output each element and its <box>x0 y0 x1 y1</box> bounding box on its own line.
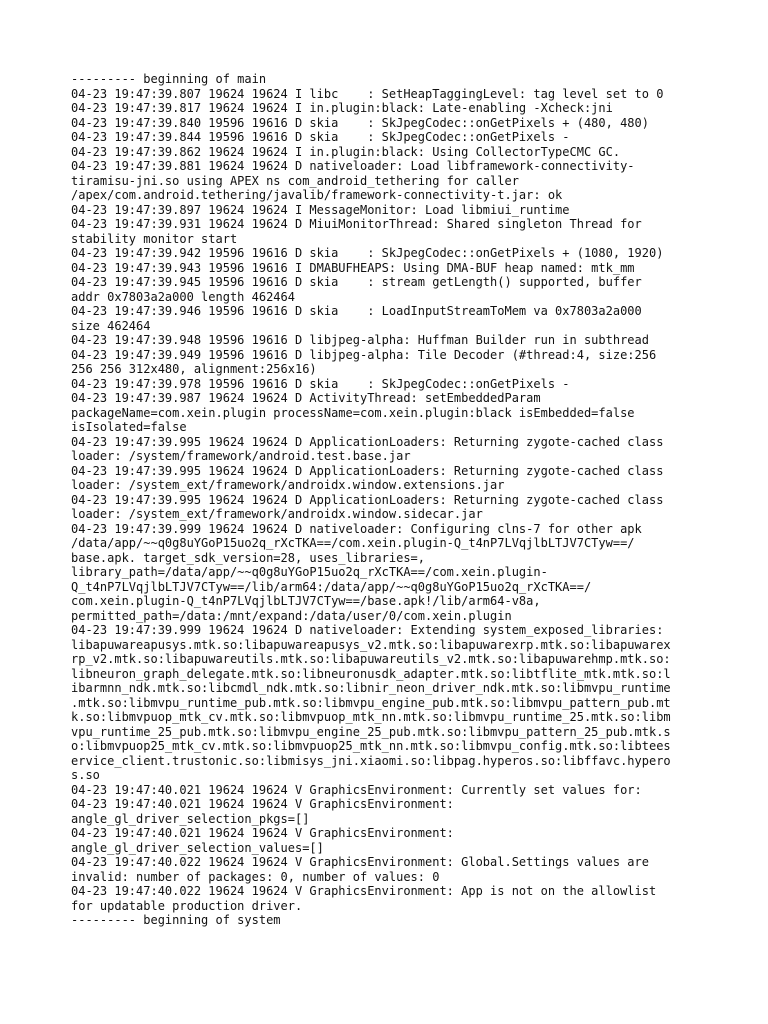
log-line: library_path=/data/app/~~q0g8uYGoP15uo2q_rXcTKA==/com.xein.plugin- <box>71 565 548 579</box>
log-line: 04-23 19:47:39.942 19596 19616 D skia : SkJpegCodec::onGetPixels + (1080, 1920) <box>71 246 664 260</box>
log-line: /apex/com.android.tethering/javalib/framework-connectivity-t.jar: ok <box>71 188 563 202</box>
log-line: 04-23 19:47:40.022 19624 19624 V GraphicsEnvironment: App is not on the allowlist <box>71 884 657 898</box>
log-line: .mtk.so:libmvpu_runtime_pub.mtk.so:libmvpu_engine_pub.mtk.so:libmvpu_pattern_pub.mt <box>71 695 671 710</box>
log-line: 256 256 312x480, alignment:256x16) <box>71 362 317 376</box>
log-line: angle_gl_driver_selection_values=[] <box>71 840 324 855</box>
log-line: 04-23 19:47:39.897 19624 19624 I MessageMonitor: Load libmiui_runtime <box>71 202 570 217</box>
log-line: 04-23 19:47:39.999 19624 19624 D nativeloader: Configuring clns-7 for other apk <box>71 521 642 536</box>
log-line: tiramisu-jni.so using APEX ns com_android_tethering for caller <box>71 173 519 188</box>
log-line: 04-23 19:47:39.862 19624 19624 I in.plugin:black: Using CollectorTypeCMC GC. <box>71 144 621 159</box>
log-line: loader: /system_ext/framework/androidx.window.sidecar.jar <box>71 507 483 521</box>
log-line: 04-23 19:47:39.943 19596 19616 I DMABUFHEAPS: Using DMA-BUF heap named: mtk_mm <box>71 260 635 275</box>
log-line: 04-23 19:47:39.995 19624 19624 D ApplicationLoaders: Returning zygote-cached class <box>71 463 664 478</box>
log-line: s.so <box>71 768 100 782</box>
log-line: 04-23 19:47:39.817 19624 19624 I in.plugin:black: Late-enabling -Xcheck:jni <box>71 101 613 115</box>
log-line: Q_t4nP7LVqjlbLTJV7CTyw==/lib/arm64:/data/app/~~q0g8uYGoP15uo2q_rXcTKA==/ <box>71 579 592 594</box>
log-line: 04-23 19:47:39.978 19596 19616 D skia : SkJpegCodec::onGetPixels - <box>71 376 570 391</box>
log-line: size 462464 <box>71 318 151 333</box>
log-line: base.apk. target_sdk_version=28, uses_libraries=, <box>71 550 426 565</box>
log-line: /data/app/~~q0g8uYGoP15uo2q_rXcTKA==/com.xein.plugin-Q_t4nP7LVqjlbLTJV7CTyw==/ <box>71 536 635 550</box>
log-line: 04-23 19:47:39.948 19596 19616 D libjpeg-alpha: Huffman Builder run in subthread <box>71 333 649 347</box>
log-line: permitted_path=/data:/mnt/expand:/data/user/0/com.xein.plugin <box>71 608 512 623</box>
log-line: invalid: number of packages: 0, number of values: 0 <box>71 869 440 884</box>
log-line: 04-23 19:47:40.022 19624 19624 V GraphicsEnvironment: Global.Settings values are <box>71 855 649 869</box>
log-line: 04-23 19:47:39.995 19624 19624 D ApplicationLoaders: Returning zygote-cached class <box>71 434 664 449</box>
log-line: 04-23 19:47:39.987 19624 19624 D ActivityThread: setEmbeddedParam <box>71 391 541 405</box>
log-line: 04-23 19:47:39.807 19624 19624 I libc : SetHeapTaggingLevel: tag level set to 0 <box>71 86 664 101</box>
log-line: addr 0x7803a2a000 length 462464 <box>71 289 295 304</box>
log-line: o:libmvpuop25_mtk_cv.mtk.so:libmvpuop25_mtk_nn.mtk.so:libmvpu_config.mtk.so:libtees <box>71 739 671 753</box>
log-line: ibarmnn_ndk.mtk.so:libcmdl_ndk.mtk.so:libnir_neon_driver_ndk.mtk.so:libmvpu_runtime <box>71 681 671 695</box>
log-line: packageName=com.xein.plugin processName=com.xein.plugin:black isEmbedded=false <box>71 405 635 420</box>
log-line: loader: /system_ext/framework/androidx.window.extensions.jar <box>71 478 505 492</box>
log-line: 04-23 19:47:40.021 19624 19624 V GraphicsEnvironment: Currently set values for: <box>71 782 642 797</box>
log-line: com.xein.plugin-Q_t4nP7LVqjlbLTJV7CTyw==/base.apk!/lib/arm64-v8a, <box>71 594 541 608</box>
log-line: 04-23 19:47:39.844 19596 19616 D skia : SkJpegCodec::onGetPixels - <box>71 130 570 144</box>
log-line: libapuwareapusys.mtk.so:libapuwareapusys_v2.mtk.so:libapuwarexrp.mtk.so:libapuwarex <box>71 637 671 652</box>
log-line: 04-23 19:47:39.949 19596 19616 D libjpeg-alpha: Tile Decoder (#thread:4, size:256 <box>71 347 657 362</box>
log-line: ervice_client.trustonic.so:libmisys_jni.xiaomi.so:libpag.hyperos.so:libffavc.hypero <box>71 753 671 768</box>
log-line: 04-23 19:47:39.945 19596 19616 D skia : stream getLength() supported, buffer <box>71 275 642 289</box>
log-line: k.so:libmvpuop_mtk_cv.mtk.so:libmvpuop_mtk_nn.mtk.so:libmvpu_runtime_25.mtk.so:libm <box>71 710 671 724</box>
log-line: angle_gl_driver_selection_pkgs=[] <box>71 811 310 826</box>
log-line: vpu_runtime_25_pub.mtk.so:libmvpu_engine_25_pub.mtk.so:libmvpu_pattern_25_pub.mtk.s <box>71 724 671 739</box>
log-line: 04-23 19:47:39.999 19624 19624 D nativeloader: Extending system_exposed_libraries: <box>71 623 664 637</box>
log-line: 04-23 19:47:40.021 19624 19624 V GraphicsEnvironment: <box>71 826 454 840</box>
log-line: 04-23 19:47:39.881 19624 19624 D nativeloader: Load libframework-connectivity- <box>71 159 635 173</box>
log-line: rp_v2.mtk.so:libapuwareutils.mtk.so:libapuwareutils_v2.mtk.so:libapuwarehmp.mtk.so: <box>71 652 671 666</box>
log-line: 04-23 19:47:39.931 19624 19624 D MiuiMonitorThread: Shared singleton Thread for <box>71 217 642 231</box>
log-line: loader: /system/framework/android.test.base.jar <box>71 449 411 463</box>
log-line: 04-23 19:47:40.021 19624 19624 V GraphicsEnvironment: <box>71 797 454 811</box>
log-line: 04-23 19:47:39.946 19596 19616 D skia : LoadInputStreamToMem va 0x7803a2a000 <box>71 304 642 318</box>
log-line: for updatable production driver. <box>71 898 303 913</box>
log-line: 04-23 19:47:39.840 19596 19616 D skia : SkJpegCodec::onGetPixels + (480, 480) <box>71 115 649 130</box>
log-line: isIsolated=false <box>71 420 187 434</box>
log-line: --------- beginning of system <box>71 913 281 927</box>
log-line: --------- beginning of main <box>71 72 267 86</box>
log-line: stability monitor start <box>71 231 238 246</box>
log-line: 04-23 19:47:39.995 19624 19624 D ApplicationLoaders: Returning zygote-cached class <box>71 492 664 507</box>
log-line: libneuron_graph_delegate.mtk.so:libneuronusdk_adapter.mtk.so:libtflite_mtk.mtk.so:l <box>71 666 671 681</box>
log-page <box>71 72 696 928</box>
